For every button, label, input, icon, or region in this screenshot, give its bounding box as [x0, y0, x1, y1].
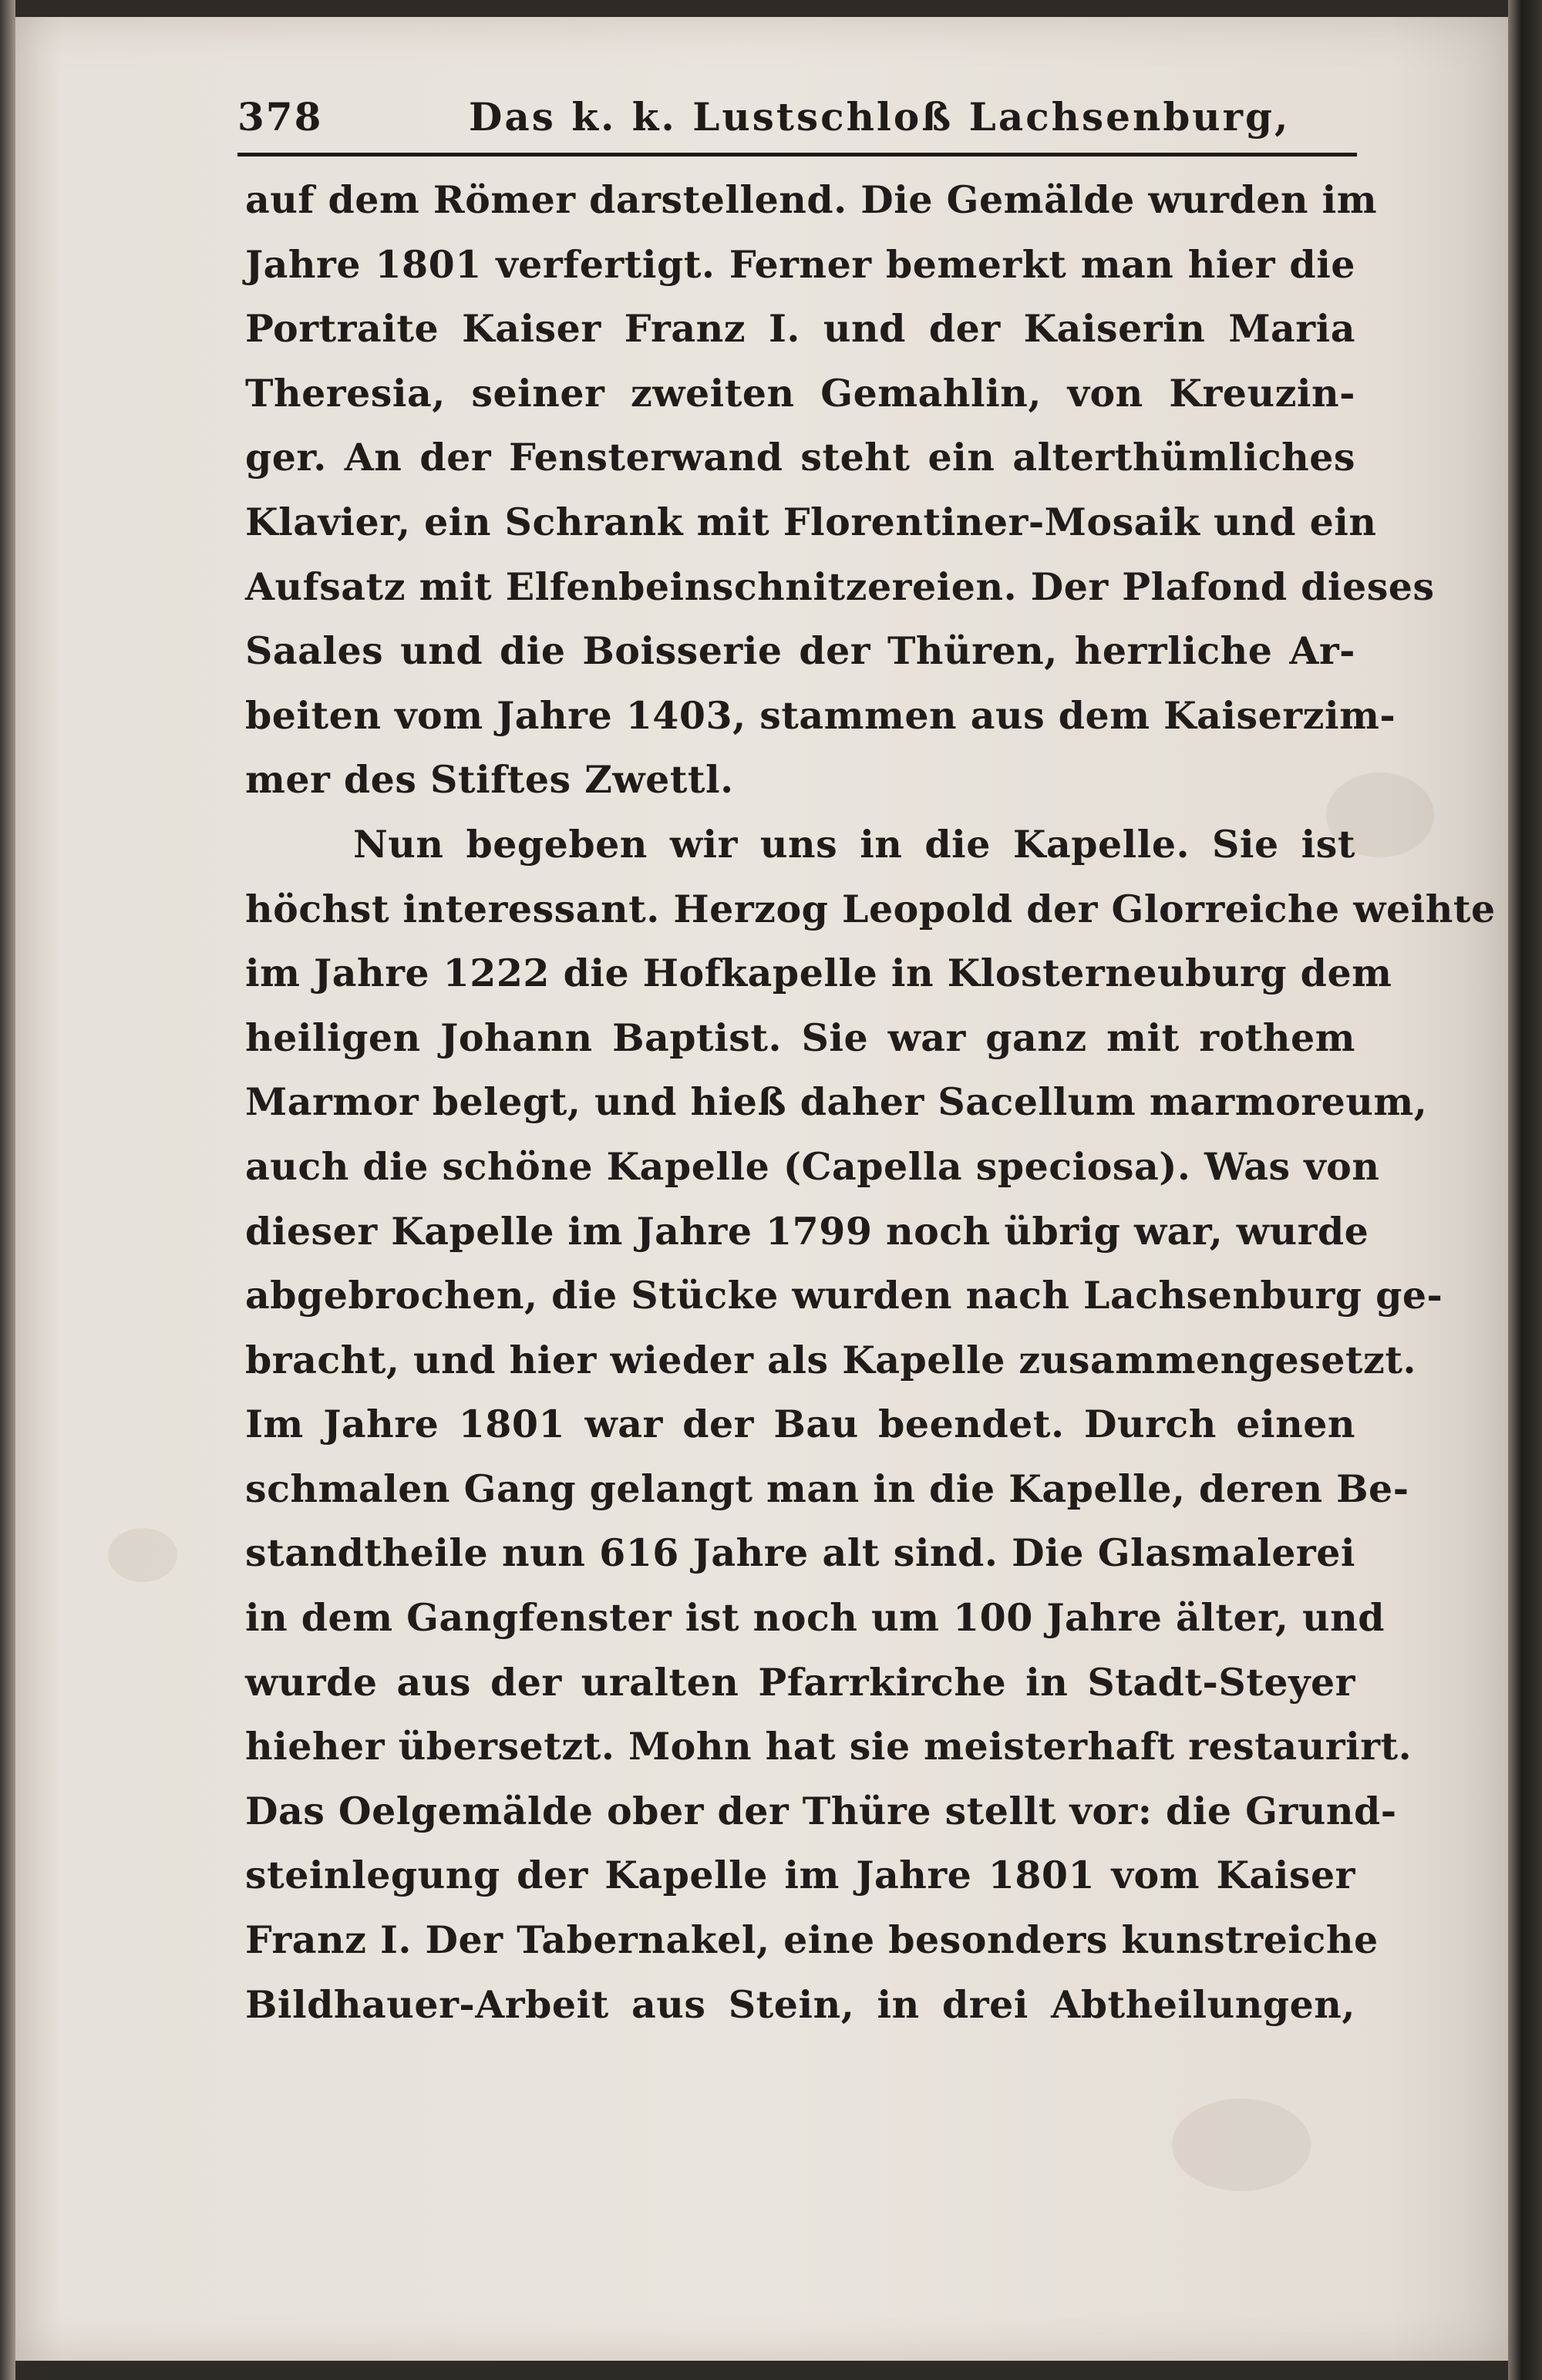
text-line: Jahre 1801 verfertigt. Ferner bemerkt man hier die: [245, 241, 1355, 287]
text-line: heiligen Johann Baptist. Sie war ganz mit rothem: [245, 1015, 1355, 1060]
page-number: 378: [237, 94, 323, 140]
paper-stain: [1172, 2099, 1311, 2191]
text-line: auf dem Römer darstellend. Die Gemälde wurden im: [245, 177, 1378, 222]
paper-stain: [108, 1528, 177, 1582]
text-line: beiten vom Jahre 1403, stammen aus dem Kaiserzim-: [245, 692, 1396, 738]
page-header: [237, 91, 1357, 157]
text-line: im Jahre 1222 die Hofkapelle in Klosterneuburg dem: [245, 951, 1392, 996]
text-line: Saales und die Boisserie der Thüren, herrliche Ar-: [245, 628, 1355, 674]
text-line: Klavier, ein Schrank mit Florentiner-Mosaik und ein: [245, 499, 1377, 544]
text-line: Marmor belegt, und hieß daher Sacellum marmoreum,: [245, 1079, 1428, 1125]
text-line: hieher übersetzt. Mohn hat sie meisterhaft restaurirt.: [245, 1724, 1412, 1769]
text-line: abgebrochen, die Stücke wurden nach Lachsenburg ge-: [245, 1273, 1443, 1318]
text-line: in dem Gangfenster ist noch um 100 Jahre älter, und: [245, 1595, 1385, 1641]
text-line: Bildhauer-Arbeit aus Stein, in drei Abtheilungen,: [245, 1981, 1355, 2027]
text-line: ger. An der Fensterwand steht ein alterthümliches: [245, 435, 1355, 480]
text-line: schmalen Gang gelangt man in die Kapelle, deren Be-: [245, 1466, 1409, 1511]
running-head: Das k. k. Lustschloß Lachsenburg,: [469, 94, 1291, 140]
text-line: Portraite Kaiser Franz I. und der Kaiserin Maria: [245, 306, 1355, 352]
text-line: dieser Kapelle im Jahre 1799 noch übrig war, wurde: [245, 1208, 1369, 1254]
text-line: Das Oelgemälde ober der Thüre stellt vor: die Grund-: [245, 1788, 1397, 1833]
text-line: Im Jahre 1801 war der Bau beendet. Durch einen: [245, 1402, 1355, 1447]
text-line: bracht, und hier wieder als Kapelle zusammengesetzt.: [245, 1337, 1417, 1382]
paragraph-start-line: Nun begeben wir uns in die Kapelle. Sie ist: [353, 821, 1355, 867]
text-line: Aufsatz mit Elfenbeinschnitzereien. Der Plafond dieses: [245, 564, 1435, 609]
text-line: höchst interessant. Herzog Leopold der Glorreiche weihte: [245, 886, 1496, 931]
text-line: mer des Stiftes Zwettl.: [245, 757, 734, 803]
text-line: standtheile nun 616 Jahre alt sind. Die Glasmalerei: [245, 1530, 1355, 1576]
text-line: steinlegung der Kapelle im Jahre 1801 vom Kaiser: [245, 1853, 1355, 1898]
body-text: [245, 168, 1496, 2037]
text-line: Franz I. Der Tabernakel, eine besonders kunstreiche: [245, 1917, 1379, 1963]
text-line: wurde aus der uralten Pfarrkirche in Stadt-Steyer: [245, 1659, 1355, 1705]
text-line: auch die schöne Kapelle (Capella speciosa). Was von: [245, 1143, 1380, 1189]
book-gutter-edge: [0, 0, 15, 2380]
book-binding-edge: [1508, 0, 1542, 2380]
text-line: Theresia, seiner zweiten Gemahlin, von Kreuzin-: [245, 370, 1355, 416]
